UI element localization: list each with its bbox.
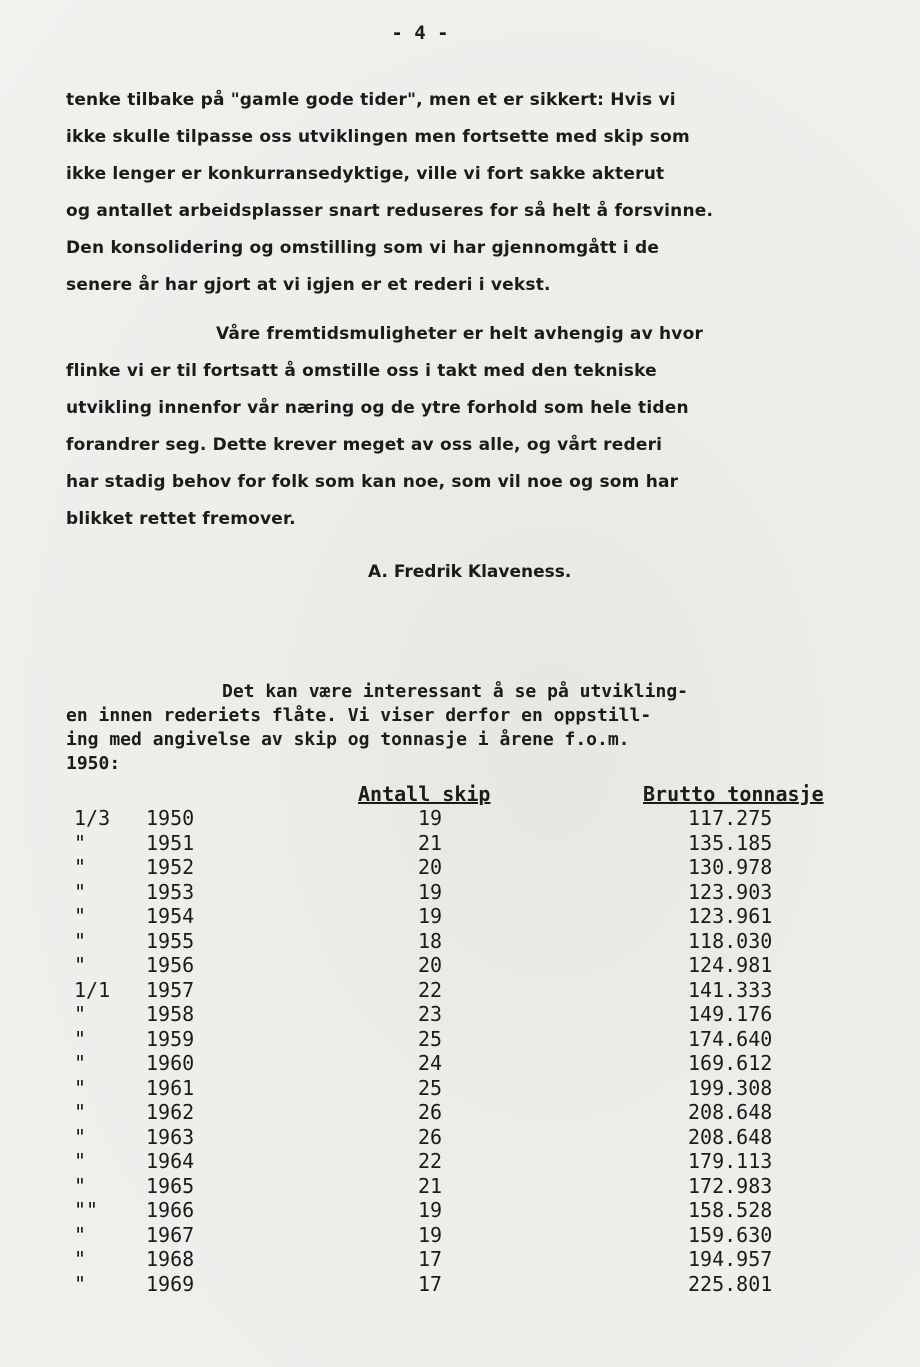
cell-date: " bbox=[74, 953, 87, 977]
table-row bbox=[0, 1174, 920, 1199]
cell-ship-count: 19 bbox=[418, 806, 443, 830]
cell-ship-count: 23 bbox=[418, 1002, 443, 1026]
cell-gross-tonnage: 124.981 bbox=[688, 953, 773, 977]
cell-year: 1962 bbox=[146, 1100, 195, 1124]
cell-ship-count: 25 bbox=[418, 1075, 443, 1100]
cell-gross-tonnage: 225.801 bbox=[688, 1271, 773, 1296]
cell-date: " bbox=[74, 879, 87, 904]
cell-date: " bbox=[74, 1051, 87, 1075]
cell-ship-count: 17 bbox=[418, 1271, 443, 1296]
cell-gross-tonnage: 123.903 bbox=[688, 879, 773, 904]
cell-year: 1964 bbox=[146, 1149, 195, 1173]
cell-gross-tonnage: 141.333 bbox=[688, 977, 773, 1002]
table-row bbox=[0, 1125, 920, 1150]
cell-date: " bbox=[74, 928, 87, 953]
cell-gross-tonnage: 159.630 bbox=[688, 1222, 773, 1247]
paragraph-future-prospects bbox=[66, 316, 896, 538]
text-line: 1950: bbox=[66, 753, 121, 774]
cell-year: 1952 bbox=[146, 855, 195, 879]
cell-gross-tonnage: 149.176 bbox=[688, 1002, 773, 1026]
text-line: flinke vi er til fortsatt å omstille oss i takt med den tekniske bbox=[66, 361, 657, 381]
text-line: ing med angivelse av skip og tonnasje i årene f.o.m. bbox=[66, 729, 630, 750]
cell-ship-count: 22 bbox=[418, 1149, 443, 1173]
cell-ship-count: 17 bbox=[418, 1247, 443, 1271]
cell-year: 1956 bbox=[146, 953, 195, 977]
text-line: Det kan være interessant å se på utvikling- bbox=[222, 681, 688, 702]
cell-year: 1968 bbox=[146, 1247, 195, 1271]
cell-gross-tonnage: 135.185 bbox=[688, 830, 773, 855]
cell-date: " bbox=[74, 904, 87, 928]
cell-ship-count: 24 bbox=[418, 1051, 443, 1075]
cell-gross-tonnage: 194.957 bbox=[688, 1247, 773, 1271]
cell-year: 1966 bbox=[146, 1198, 195, 1222]
text-line: en innen rederiets flåte. Vi viser derfor en oppstill- bbox=[66, 705, 652, 726]
cell-date: "" bbox=[74, 1198, 99, 1222]
table-row bbox=[0, 831, 920, 856]
cell-gross-tonnage: 179.113 bbox=[688, 1149, 773, 1173]
text-line: Våre fremtidsmuligheter er helt avhengig av hvor bbox=[216, 324, 704, 344]
cell-ship-count: 19 bbox=[418, 879, 443, 904]
cell-ship-count: 22 bbox=[418, 977, 443, 1002]
text-line: forandrer seg. Dette krever meget av oss alle, og vårt rederi bbox=[66, 435, 663, 455]
cell-ship-count: 19 bbox=[418, 1222, 443, 1247]
cell-gross-tonnage: 118.030 bbox=[688, 928, 773, 953]
cell-date: 1/3 bbox=[74, 806, 111, 830]
cell-ship-count: 26 bbox=[418, 1124, 443, 1149]
column-header-tonnage: Brutto tonnasje bbox=[643, 782, 824, 806]
table-row bbox=[0, 1100, 920, 1125]
table-row bbox=[0, 1051, 920, 1076]
table-row bbox=[0, 806, 920, 831]
text-line: tenke tilbake på "gamle gode tider", men et er sikkert: Hvis vi bbox=[66, 90, 676, 110]
cell-date: " bbox=[74, 1124, 87, 1149]
paragraph-closing-thoughts bbox=[66, 82, 896, 304]
cell-ship-count: 19 bbox=[418, 904, 443, 928]
cell-ship-count: 19 bbox=[418, 1198, 443, 1222]
cell-date: " bbox=[74, 1002, 87, 1026]
text-line: Den konsolidering og omstilling som vi har gjennomgått i de bbox=[66, 238, 660, 258]
cell-year: 1963 bbox=[146, 1124, 195, 1149]
cell-date: " bbox=[74, 1100, 87, 1124]
cell-gross-tonnage: 169.612 bbox=[688, 1051, 773, 1075]
table-row bbox=[0, 953, 920, 978]
cell-ship-count: 21 bbox=[418, 1173, 443, 1198]
cell-gross-tonnage: 208.648 bbox=[688, 1100, 773, 1124]
cell-date: " bbox=[74, 1173, 87, 1198]
text-line: blikket rettet fremover. bbox=[66, 509, 296, 529]
cell-year: 1957 bbox=[146, 977, 195, 1002]
cell-gross-tonnage: 208.648 bbox=[688, 1124, 773, 1149]
cell-date: " bbox=[74, 1149, 87, 1173]
column-header-ships: Antall skip bbox=[358, 782, 491, 806]
cell-ship-count: 20 bbox=[418, 855, 443, 879]
text-line: senere år har gjort at vi igjen er et rederi i vekst. bbox=[66, 275, 551, 295]
cell-year: 1953 bbox=[146, 879, 195, 904]
cell-date: " bbox=[74, 1247, 87, 1271]
cell-gross-tonnage: 158.528 bbox=[688, 1198, 773, 1222]
table-row bbox=[0, 880, 920, 905]
text-line: ikke lenger er konkurransedyktige, ville vi fort sakke akterut bbox=[66, 164, 665, 184]
cell-gross-tonnage: 174.640 bbox=[688, 1026, 773, 1051]
cell-date: " bbox=[74, 1271, 87, 1296]
fleet-intro-paragraph bbox=[66, 680, 906, 776]
cell-date: " bbox=[74, 855, 87, 879]
table-row bbox=[0, 1198, 920, 1223]
table-row bbox=[0, 855, 920, 880]
cell-date: " bbox=[74, 1026, 87, 1051]
table-row bbox=[0, 1223, 920, 1248]
table-row bbox=[0, 929, 920, 954]
cell-gross-tonnage: 117.275 bbox=[688, 806, 773, 830]
text-line: og antallet arbeidsplasser snart reduseres for så helt å forsvinne. bbox=[66, 201, 714, 221]
cell-ship-count: 18 bbox=[418, 928, 443, 953]
cell-year: 1951 bbox=[146, 830, 195, 855]
cell-gross-tonnage: 172.983 bbox=[688, 1173, 773, 1198]
signature: A. Fredrik Klaveness. bbox=[368, 562, 572, 582]
table-row bbox=[0, 1149, 920, 1174]
cell-year: 1967 bbox=[146, 1222, 195, 1247]
page-number: - 4 - bbox=[391, 22, 449, 44]
cell-gross-tonnage: 199.308 bbox=[688, 1075, 773, 1100]
cell-year: 1960 bbox=[146, 1051, 195, 1075]
table-row bbox=[0, 1076, 920, 1101]
cell-year: 1955 bbox=[146, 928, 195, 953]
cell-year: 1950 bbox=[146, 806, 195, 830]
text-line: har stadig behov for folk som kan noe, som vil noe og som har bbox=[66, 472, 679, 492]
table-row bbox=[0, 978, 920, 1003]
cell-ship-count: 21 bbox=[418, 830, 443, 855]
cell-gross-tonnage: 130.978 bbox=[688, 855, 773, 879]
cell-ship-count: 20 bbox=[418, 953, 443, 977]
text-line: ikke skulle tilpasse oss utviklingen men fortsette med skip som bbox=[66, 127, 690, 147]
table-row bbox=[0, 904, 920, 929]
cell-date: " bbox=[74, 830, 87, 855]
cell-year: 1959 bbox=[146, 1026, 195, 1051]
cell-date: 1/1 bbox=[74, 977, 111, 1002]
cell-ship-count: 25 bbox=[418, 1026, 443, 1051]
cell-year: 1969 bbox=[146, 1271, 195, 1296]
cell-ship-count: 26 bbox=[418, 1100, 443, 1124]
cell-date: " bbox=[74, 1222, 87, 1247]
text-line: utvikling innenfor vår næring og de ytre forhold som hele tiden bbox=[66, 398, 689, 418]
cell-year: 1954 bbox=[146, 904, 195, 928]
table-row bbox=[0, 1272, 920, 1297]
cell-gross-tonnage: 123.961 bbox=[688, 904, 773, 928]
table-row bbox=[0, 1002, 920, 1027]
table-row bbox=[0, 1247, 920, 1272]
cell-year: 1958 bbox=[146, 1002, 195, 1026]
fleet-table-body bbox=[0, 806, 920, 1296]
cell-year: 1961 bbox=[146, 1075, 195, 1100]
cell-date: " bbox=[74, 1075, 87, 1100]
cell-year: 1965 bbox=[146, 1173, 195, 1198]
table-row bbox=[0, 1027, 920, 1052]
